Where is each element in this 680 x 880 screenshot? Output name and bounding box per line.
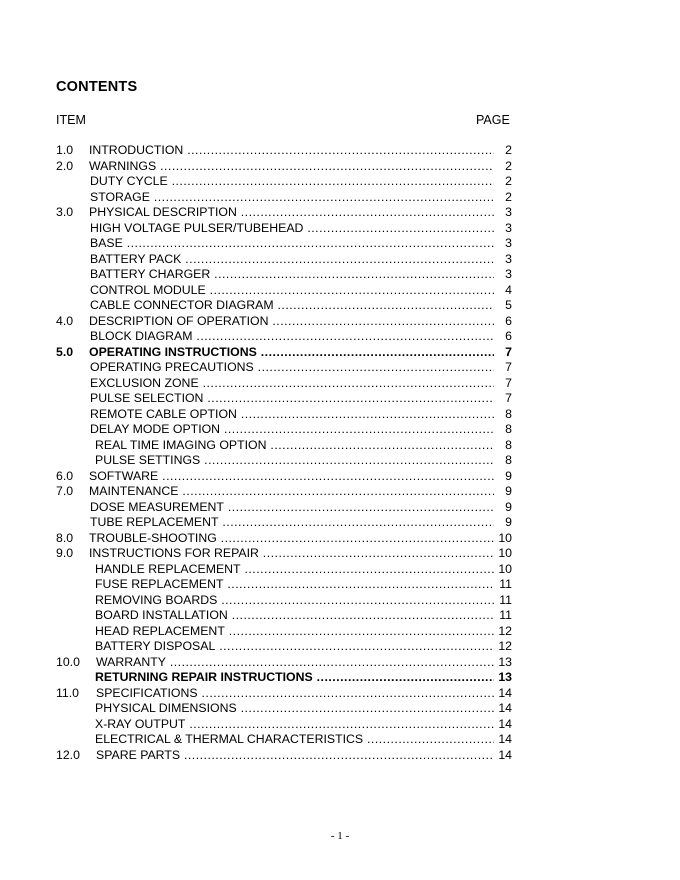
toc-entry-page: 12 <box>498 623 512 638</box>
toc-entry-label: HEAD REPLACEMENT ..... <box>95 624 494 640</box>
toc-entry <box>0 562 680 578</box>
toc-entry-label: REMOTE CABLE OPTION ..... <box>90 407 494 423</box>
toc-entry <box>0 531 680 547</box>
toc-entry-page: 7 <box>505 344 512 359</box>
toc-entry-number: 3.0 <box>56 205 74 219</box>
toc-entry-page: 4 <box>505 282 512 297</box>
toc-entry-label: PHYSICAL DESCRIPTION ..... <box>89 205 494 221</box>
toc-entry <box>0 717 680 733</box>
toc-entry-label: SPECIFICATIONS ..... <box>96 686 494 702</box>
toc-entry <box>0 159 680 175</box>
toc-entry-number: 5.0 <box>56 344 74 359</box>
toc-entry-label: EXCLUSION ZONE ..... <box>90 376 494 392</box>
toc-entry-label: HIGH VOLTAGE PULSER/TUBEHEAD ..... <box>90 221 494 237</box>
toc-entry-label: INSTRUCTIONS FOR REPAIR ..... <box>89 546 494 562</box>
toc-entry-page: 8 <box>505 437 512 452</box>
toc-entry-label: ELECTRICAL & THERMAL CHARACTERISTICS ..... <box>95 732 494 748</box>
toc-entry-label: REAL TIME IMAGING OPTION ..... <box>95 438 494 454</box>
toc-entry-page: 14 <box>498 732 512 746</box>
toc-entry <box>0 624 680 640</box>
toc-entry-label: WARNINGS ..... <box>89 159 494 175</box>
toc-entry-page: 2 <box>505 158 512 173</box>
toc-entry-label: SPARE PARTS ..... <box>96 748 494 764</box>
toc-entry-label: BATTERY CHARGER ..... <box>90 267 494 283</box>
toc-entry <box>0 670 680 686</box>
toc-entry-number: 8.0 <box>56 530 74 545</box>
toc-entry-label: OPERATING PRECAUTIONS ..... <box>90 360 494 376</box>
toc-entry-page: 10 <box>498 530 512 545</box>
toc-entry-label: SOFTWARE ..... <box>89 469 494 485</box>
item-column-header: ITEM <box>56 113 86 127</box>
toc-entry-number: 1.0 <box>56 143 74 157</box>
toc-entry <box>0 655 680 671</box>
toc-entry <box>0 608 680 624</box>
toc-entry-page: 3 <box>505 236 512 250</box>
page-number-footer: - 1 - <box>330 830 350 842</box>
toc-entry <box>0 267 680 283</box>
toc-entry <box>0 298 680 314</box>
toc-entry-page: 7 <box>505 375 512 390</box>
toc-entry-label: INTRODUCTION ..... <box>89 143 494 159</box>
toc-entry-page: 14 <box>498 747 512 762</box>
toc-entry <box>0 546 680 562</box>
toc-entry-page: 13 <box>498 654 512 669</box>
toc-entry-label: BLOCK DIAGRAM ..... <box>90 329 494 345</box>
toc-entry-page: 6 <box>505 313 512 328</box>
toc-entry-label: RETURNING REPAIR INSTRUCTIONS ..... <box>95 670 494 686</box>
toc-entry-page: 6 <box>505 329 512 343</box>
toc-entry-page: 9 <box>505 468 512 483</box>
toc-entry-label: STORAGE ..... <box>90 190 494 206</box>
toc-entry-label: REMOVING BOARDS ..... <box>95 593 494 609</box>
toc-entry-label: PHYSICAL DIMENSIONS ..... <box>95 701 494 717</box>
toc-entry <box>0 593 680 609</box>
toc-entry-label: DESCRIPTION OF OPERATION ..... <box>89 314 494 330</box>
toc-entry <box>0 143 680 159</box>
toc-entry-number: 9.0 <box>56 546 74 560</box>
toc-entry-page: 3 <box>505 205 512 219</box>
toc-entry-label: CONTROL MODULE ..... <box>90 283 494 299</box>
toc-entry-label: PULSE SELECTION ..... <box>90 391 494 407</box>
toc-entry <box>0 639 680 655</box>
toc-entry-page: 2 <box>505 143 512 157</box>
toc-entry <box>0 469 680 485</box>
toc-entry-label: BATTERY DISPOSAL ..... <box>95 639 494 655</box>
toc-entry-label: WARRANTY ..... <box>96 655 494 671</box>
toc-entry <box>0 376 680 392</box>
table-of-contents <box>0 143 680 763</box>
toc-entry <box>0 283 680 299</box>
toc-entry <box>0 453 680 469</box>
toc-entry <box>0 686 680 702</box>
toc-entry-page: 8 <box>505 453 512 467</box>
toc-entry-number: 10.0 <box>56 654 80 669</box>
toc-entry <box>0 732 680 748</box>
toc-entry <box>0 221 680 237</box>
toc-entry <box>0 391 680 407</box>
toc-entry-page: 14 <box>498 716 512 731</box>
toc-entry-label: DOSE MEASUREMENT ..... <box>90 500 494 516</box>
toc-entry <box>0 345 680 361</box>
toc-entry <box>0 314 680 330</box>
toc-entry-page: 9 <box>505 499 512 514</box>
toc-entry-page: 11 <box>499 577 512 591</box>
toc-entry-page: 12 <box>498 639 512 653</box>
toc-entry-page: 8 <box>505 406 512 421</box>
toc-entry-label: DUTY CYCLE ..... <box>90 174 494 190</box>
toc-entry <box>0 422 680 438</box>
toc-entry-page: 2 <box>505 189 512 204</box>
toc-entry-page: 7 <box>505 391 512 405</box>
toc-entry-label: TROUBLE-SHOOTING ..... <box>89 531 494 547</box>
toc-entry-number: 6.0 <box>56 468 74 483</box>
toc-entry-page: 7 <box>505 360 512 374</box>
toc-entry <box>0 515 680 531</box>
toc-entry-page: 8 <box>505 422 512 436</box>
toc-entry <box>0 500 680 516</box>
toc-entry-page: 10 <box>498 546 512 560</box>
toc-entry-number: 12.0 <box>56 747 80 762</box>
toc-entry-page: 5 <box>505 298 512 312</box>
toc-entry-page: 11 <box>499 608 512 622</box>
toc-entry-page: 10 <box>498 561 512 576</box>
toc-entry-page: 13 <box>498 670 512 684</box>
toc-entry-label: X-RAY OUTPUT ..... <box>95 717 494 733</box>
toc-entry <box>0 190 680 206</box>
toc-entry-label: TUBE REPLACEMENT ..... <box>90 515 494 531</box>
toc-entry-page: 9 <box>505 515 512 529</box>
toc-entry <box>0 360 680 376</box>
toc-entry <box>0 438 680 454</box>
toc-entry-label: FUSE REPLACEMENT ..... <box>95 577 494 593</box>
toc-entry <box>0 329 680 345</box>
toc-entry-label: MAINTENANCE ..... <box>89 484 494 500</box>
toc-entry <box>0 236 680 252</box>
toc-entry-number: 4.0 <box>56 313 74 328</box>
toc-entry-label: OPERATING INSTRUCTIONS ..... <box>89 345 494 361</box>
toc-entry <box>0 174 680 190</box>
toc-entry-label: HANDLE REPLACEMENT ..... <box>95 562 494 578</box>
toc-entry-page: 3 <box>505 251 512 266</box>
toc-entry-label: BATTERY PACK ..... <box>90 252 494 268</box>
toc-entry <box>0 748 680 764</box>
toc-entry-label: BASE ..... <box>90 236 494 252</box>
toc-entry-page: 9 <box>505 484 512 498</box>
page-column-header: PAGE <box>476 113 510 127</box>
toc-entry-page: 11 <box>499 592 512 607</box>
toc-entry-label: DELAY MODE OPTION ..... <box>90 422 494 438</box>
toc-entry-number: 11.0 <box>56 685 80 700</box>
toc-entry-page: 14 <box>498 685 512 700</box>
toc-entry-label: BOARD INSTALLATION ..... <box>95 608 494 624</box>
toc-entry <box>0 484 680 500</box>
toc-entry <box>0 252 680 268</box>
page-title: CONTENTS <box>56 79 138 95</box>
toc-entry <box>0 407 680 423</box>
toc-entry-number: 2.0 <box>56 158 74 173</box>
toc-entry-page: 3 <box>505 267 512 281</box>
toc-entry-page: 14 <box>498 701 512 715</box>
toc-entry-page: 3 <box>505 220 512 235</box>
toc-entry-number: 7.0 <box>56 484 74 498</box>
toc-entry <box>0 205 680 221</box>
toc-entry <box>0 701 680 717</box>
toc-entry-label: PULSE SETTINGS ..... <box>95 453 494 469</box>
toc-entry <box>0 577 680 593</box>
toc-entry-label: CABLE CONNECTOR DIAGRAM ..... <box>90 298 494 314</box>
toc-entry-page: 2 <box>505 174 512 188</box>
